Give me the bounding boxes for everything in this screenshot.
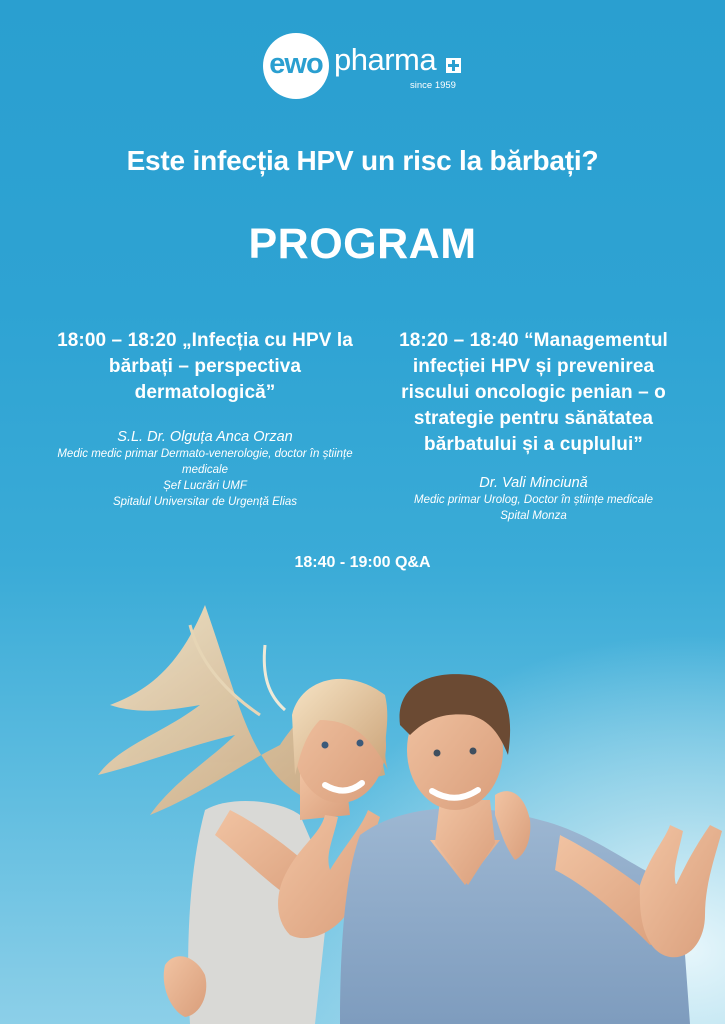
speaker-hospital: Spitalul Universitar de Urgență Elias — [112, 496, 298, 508]
logo-circle: ewo — [263, 33, 329, 99]
speaker-name: S.L. Dr. Olguța Anca Orzan — [117, 429, 293, 445]
logo-tagline: since 1959 — [410, 80, 456, 91]
speaker-name: Dr. Vali Minciună — [479, 475, 588, 491]
logo-wordmark: pharma — [334, 42, 437, 77]
event-headline: Este infecția HPV un risc la bărbați? — [126, 145, 599, 176]
session-1 — [40, 328, 370, 510]
session-2 — [376, 328, 691, 524]
program-title: PROGRAM — [248, 220, 477, 268]
man-peace-hand — [640, 825, 722, 957]
session-title: 18:00 – 18:20 „Infecția cu HPV la bărbați – perspectiva dermatologică” — [57, 330, 353, 403]
speaker-position: Șef Lucrări UMF — [163, 480, 247, 492]
session-title: 18:20 – 18:40 “Managementul infecției HPV și prevenirea riscului oncologic penian – o strategie pentru sănătatea bărbatului și a cuplului” — [399, 330, 668, 455]
logo-plus-icon — [446, 58, 461, 73]
qa-session: 18:40 - 19:00 Q&A — [294, 554, 431, 571]
speaker-credentials: Medic primar Urolog, Doctor în științe medicale — [413, 494, 654, 506]
speaker-hospital: Spital Monza — [500, 510, 567, 522]
speaker-credentials: Medic medic primar Dermato-venerologie, doctor în științe medicale — [57, 448, 353, 476]
couple-photo — [0, 585, 725, 1024]
ewopharma-logo — [263, 31, 463, 103]
